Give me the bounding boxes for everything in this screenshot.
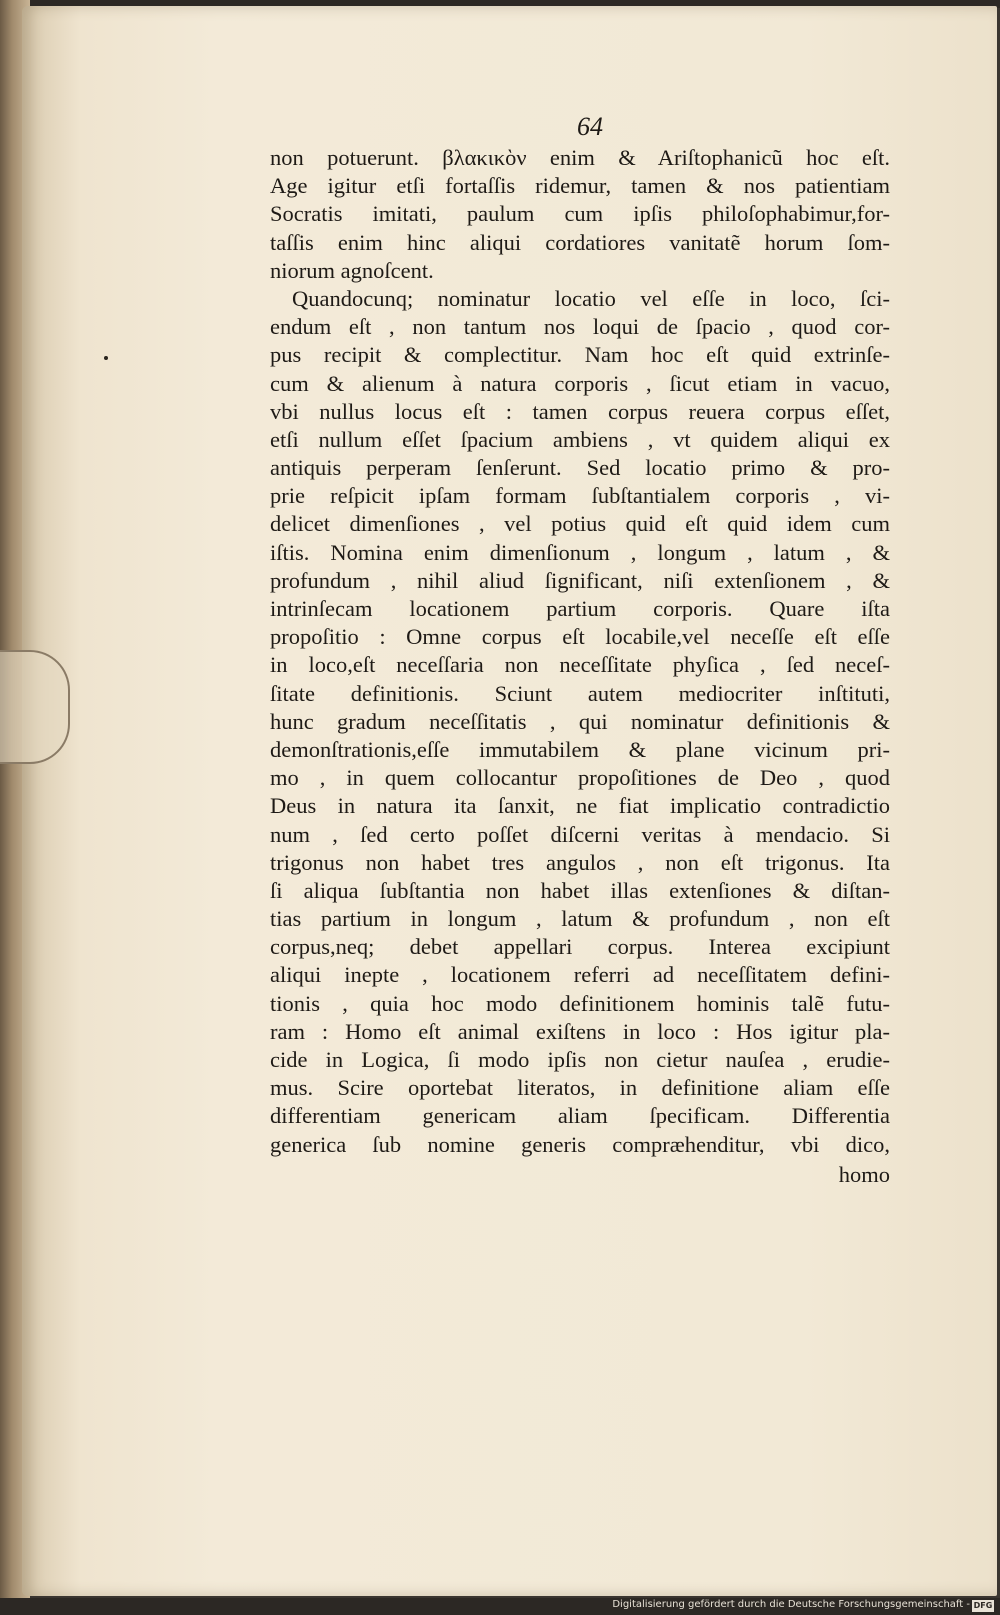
text-line: non potuerunt. βλακικὸν enim & Ariſtophanicũ hoc eſt. bbox=[270, 145, 890, 170]
page-number: 64 bbox=[577, 112, 603, 141]
book-clasp bbox=[0, 650, 70, 764]
text-line: ſitate definitionis. Sciunt autem mediocriter inſtituti, bbox=[270, 680, 890, 706]
text-line: mo , in quem collocantur propoſitiones de Deo , quod bbox=[270, 765, 890, 791]
text-line: aliqui inepte , locationem referri ad neceſſitatem defini- bbox=[270, 962, 890, 988]
text-line: ſi aliqua ſubſtantia non habet illas extenſiones & diſtan- bbox=[270, 877, 890, 903]
text-line: Socratis imitati, paulum cum ipſis philoſophabimur,for- bbox=[270, 201, 890, 227]
text-line: differentiam genericam aliam ſpecificam. Differentia bbox=[270, 1103, 890, 1129]
text-line: corpus,neq; debet appellari corpus. Interea excipiunt bbox=[270, 934, 890, 960]
text-line: taſſis enim hinc aliqui cordatiores vanitatẽ horum ſom- bbox=[270, 229, 890, 255]
text-line: pus recipit & complectitur. Nam hoc eſt quid extrinſe- bbox=[270, 342, 890, 368]
text-line: intrinſecam locationem partium corporis. Quare iſta bbox=[270, 596, 890, 621]
text-line: antiquis perperam ſenſerunt. Sed locatio primo & pro- bbox=[270, 455, 890, 481]
text-line: hunc gradum neceſſitatis , qui nominatur definitionis & bbox=[270, 708, 890, 734]
text-line: tias partium in longum , latum & profundum , non eſt bbox=[270, 906, 890, 932]
text-line: Deus in natura ita ſanxit, ne fiat implicatio contradictio bbox=[270, 793, 890, 819]
text-line: Quandocunq; nominatur locatio vel eſſe in loco, ſci- bbox=[292, 285, 890, 311]
text-line: Age igitur etſi fortaſſis ridemur, tamen & nos patientiam bbox=[270, 173, 890, 199]
text-line: propoſitio : Omne corpus eſt locabile,vel neceſſe eſt eſſe bbox=[270, 624, 890, 650]
printed-text-block bbox=[270, 112, 890, 1189]
text-line: generica ſub nomine generis compræhenditur, vbi dico, bbox=[270, 1131, 890, 1157]
text-line: vbi nullus locus eſt : tamen corpus reuera corpus eſſet, bbox=[270, 398, 890, 424]
text-line: niorum agnoſcent. bbox=[270, 257, 434, 283]
text-line: etſi nullum eſſet ſpacium ambiens , vt quidem aliqui ex bbox=[270, 426, 890, 452]
text-line: trigonus non habet tres angulos , non eſt trigonus. Ita bbox=[270, 849, 890, 875]
text-line: num , ſed certo poſſet diſcerni veritas à mendacio. Si bbox=[270, 821, 890, 847]
catchword: homo bbox=[838, 1161, 890, 1187]
text-line: prie reſpicit ipſam formam ſubſtantialem corporis , vi- bbox=[270, 483, 890, 509]
text-line: profundum , nihil aliud ſignificant, niſi extenſionem , & bbox=[270, 567, 890, 593]
text-line: cide in Logica, ſi modo ipſis non cietur nauſea , erudie- bbox=[270, 1047, 890, 1072]
text-line: endum eſt , non tantum nos loqui de ſpacio , quod cor- bbox=[270, 314, 890, 340]
text-line: delicet dimenſiones , vel potius quid eſt quid idem cum bbox=[270, 511, 890, 537]
footer-credit: Digitalisierung gefördert durch die Deutsche Forschungsgemeinschaft - bbox=[612, 1599, 970, 1610]
text-line: iſtis. Nomina enim dimenſionum , longum , latum , & bbox=[270, 539, 890, 565]
text-line: in loco,eſt neceſſaria non neceſſitate phyſica , ſed neceſ- bbox=[270, 652, 890, 678]
ink-speck bbox=[104, 356, 108, 360]
text-line: demonſtrationis,eſſe immutabilem & plane vicinum pri- bbox=[270, 736, 890, 762]
text-lines bbox=[270, 144, 890, 1159]
text-line: mus. Scire oportebat literatos, in definitione aliam eſſe bbox=[270, 1075, 890, 1101]
text-line: cum & alienum à natura corporis , ſicut etiam in vacuo, bbox=[270, 370, 890, 396]
text-line: tionis , quia hoc modo definitionem hominis talẽ futu- bbox=[270, 990, 890, 1016]
text-line: ram : Homo eſt animal exiſtens in loco : Hos igitur pla- bbox=[270, 1018, 890, 1044]
dfg-logo: DFG bbox=[973, 1601, 993, 1610]
